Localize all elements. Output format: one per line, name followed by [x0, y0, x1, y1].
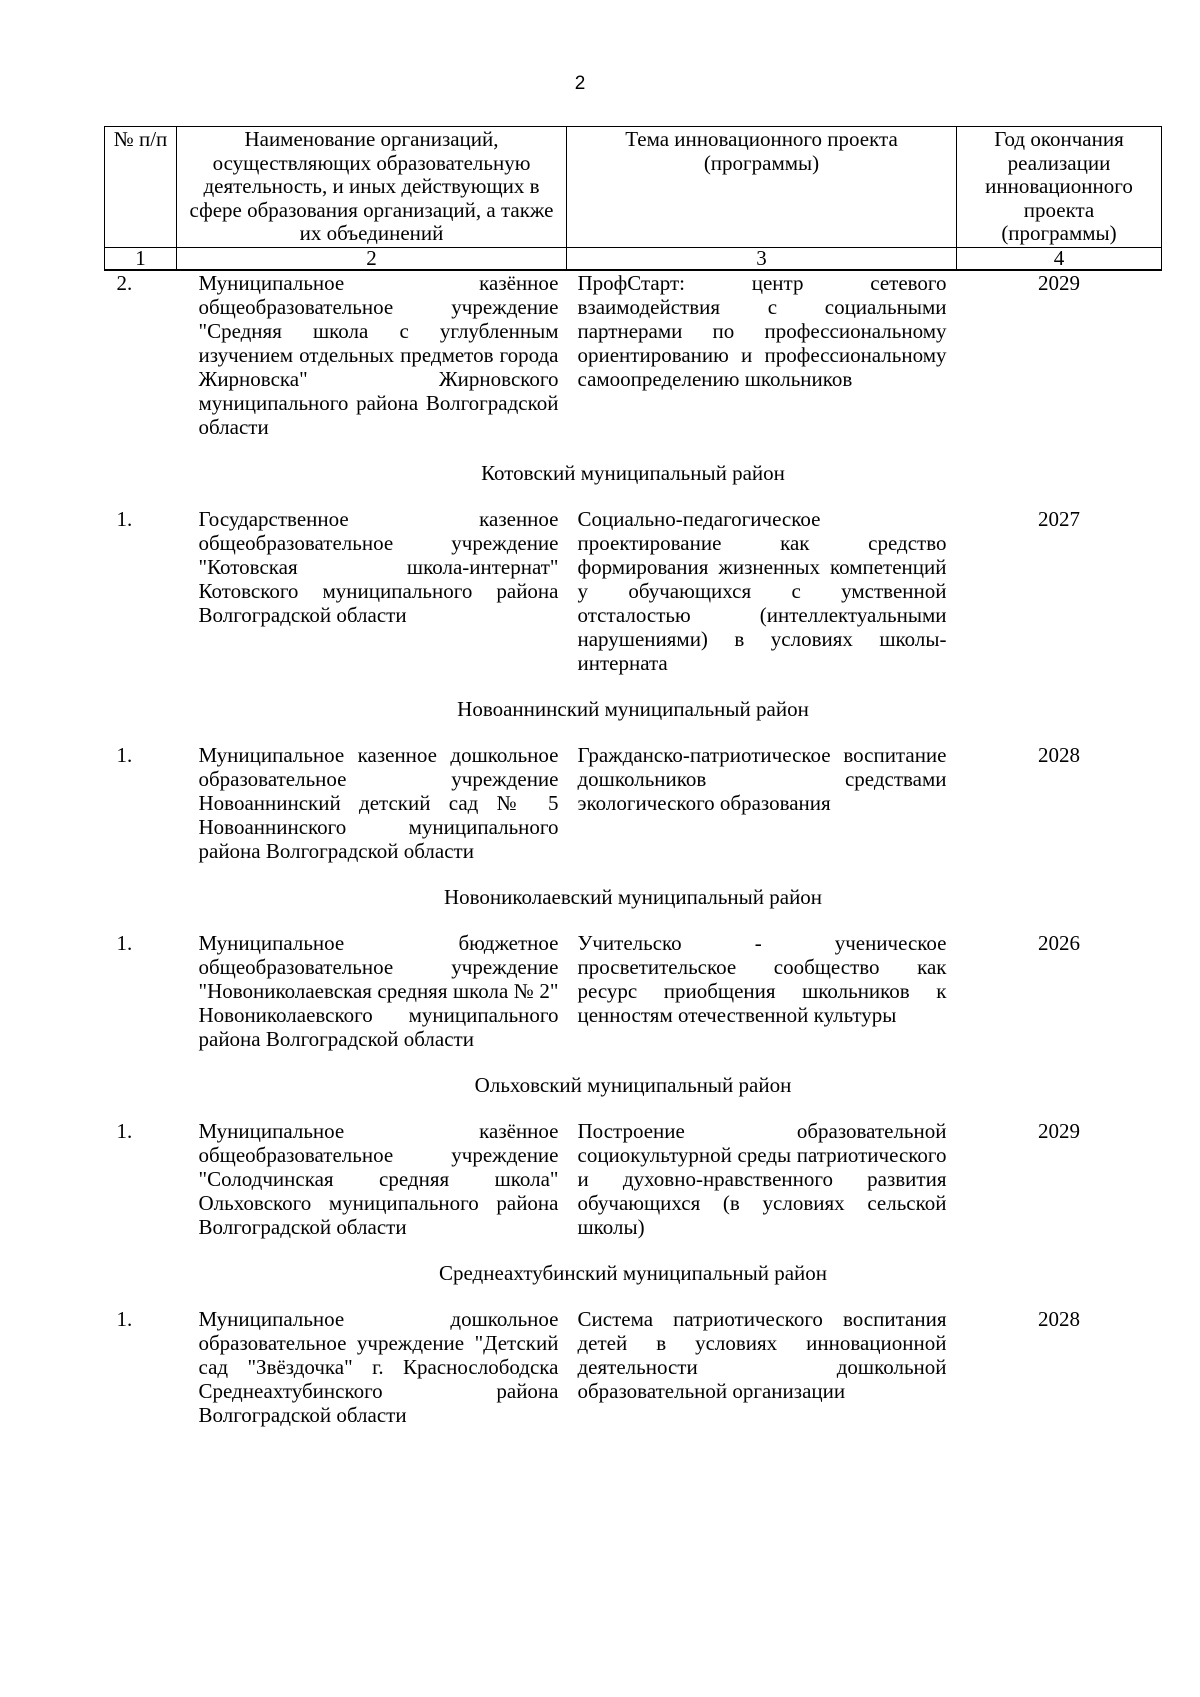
end-year: 2029 [1038, 1118, 1080, 1143]
row-number: 1. [116, 506, 133, 531]
district-heading: Новониколаевский муниципальный район [443, 884, 823, 909]
organization-name: Муниципальное казённое общеобразовательное учреждение "Солодчинская средняя школа" Ольховского муниципального района Волгоградской области [198, 1118, 559, 1239]
table-header [105, 127, 1162, 270]
organization-name: Муниципальное бюджетное общеобразовательное учреждение "Новониколаевская средняя школа № 2" Новониколаевского муниципального района Волгоградской области [198, 930, 559, 1051]
end-year: 2028 [1038, 742, 1080, 767]
project-topic: Социально-педагогическое проектирование как средство формирования жизненных компетенций у обучающихся с умственной отсталостью (интеллектуальными нарушениями) в условиях школы-интерната [577, 506, 947, 675]
end-year: 2029 [1038, 270, 1080, 295]
organization-name: Муниципальное казенное дошкольное образовательное учреждение Новоаннинский детский сад № 5 Новоаннинского муниципального района Волгоградской области [198, 742, 559, 863]
end-year: 2028 [1038, 1306, 1080, 1331]
row-number: 1. [116, 930, 133, 955]
organization-name: Муниципальное казённое общеобразовательное учреждение "Средняя школа с углубленным изучением отдельных предметов города Жирновска" Жирновского муниципального района Волгоградской области [198, 270, 559, 439]
district-heading: Новоаннинский муниципальный район [457, 696, 809, 721]
district-heading: Котовский муниципальный район [481, 460, 785, 485]
district-heading: Ольховский муниципальный район [474, 1072, 792, 1097]
district-heading: Среднеахтубинский муниципальный район [438, 1260, 828, 1285]
district-heading-row [105, 439, 1162, 507]
table-row [105, 931, 1162, 1051]
row-number: 1. [116, 1118, 133, 1143]
row-number: 2. [116, 270, 133, 295]
table-row [105, 507, 1162, 675]
column-number: 3 [567, 247, 957, 270]
header-organization: Наименование организаций, осуществляющих образовательную деятельность, и иных действующих в сфере образования организаций, а также их объединений [177, 127, 567, 248]
header-number: № п/п [105, 127, 177, 248]
district-heading-row [105, 863, 1162, 931]
header-row [105, 127, 1162, 248]
column-number: 2 [177, 247, 567, 270]
row-number: 1. [116, 1306, 133, 1331]
table-row [105, 1119, 1162, 1239]
end-year: 2027 [1038, 506, 1080, 531]
header-end-year: Год окончания реализации инновационного проекта (программы) [957, 127, 1162, 248]
organization-name: Муниципальное дошкольное образовательное учреждение "Детский сад "Звёздочка" г. Краснослободска Среднеахтубинского района Волгоградской области [198, 1306, 559, 1427]
table-row [105, 270, 1162, 439]
end-year: 2026 [1038, 930, 1080, 955]
district-heading-row [105, 675, 1162, 743]
project-topic: ПрофСтарт: центр сетевого взаимодействия с социальными партнерами по профессиональному ориентированию и профессиональному самоопределению школьников [577, 270, 947, 391]
row-number: 1. [116, 742, 133, 767]
projects-table [104, 126, 1162, 1427]
project-topic: Учительско - ученическое просветительское сообщество как ресурс приобщения школьников к ценностям отечественной культуры [577, 930, 947, 1027]
page-number: 2 [574, 73, 586, 94]
project-topic: Система патриотического воспитания детей в условиях инновационной деятельности дошкольной образовательной организации [577, 1306, 947, 1403]
column-number: 1 [105, 247, 177, 270]
column-numbers-row [105, 247, 1162, 270]
table-row [105, 743, 1162, 863]
district-heading-row [105, 1051, 1162, 1119]
table-body [105, 270, 1162, 1427]
project-topic: Гражданско-патриотическое воспитание дошкольников средствами экологического образования [577, 742, 947, 815]
district-heading-row [105, 1239, 1162, 1307]
project-topic: Построение образовательной социокультурной среды патриотического и духовно-нравственного развития обучающихся (в условиях сельской школы) [577, 1118, 947, 1239]
table-row [105, 1307, 1162, 1427]
column-number: 4 [957, 247, 1162, 270]
header-project-topic: Тема инновационного проекта (программы) [567, 127, 957, 248]
organization-name: Государственное казенное общеобразовательное учреждение "Котовская школа-интернат" Котовского муниципального района Волгоградской области [198, 506, 559, 627]
